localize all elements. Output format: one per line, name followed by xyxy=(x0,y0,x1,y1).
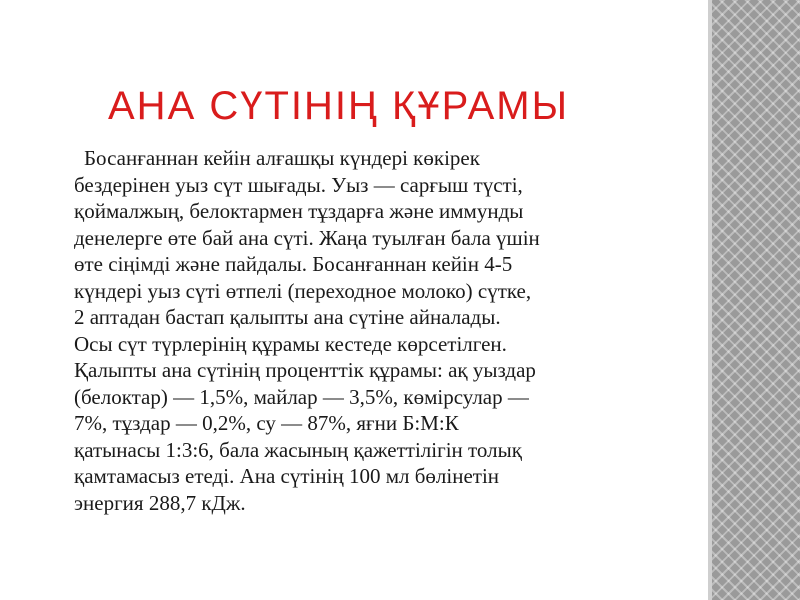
body-line: қамтамасыз етеді. Ана сүтінің 100 мл бөлінетін xyxy=(74,464,500,488)
body-line: денелерге өте бай ана сүті. Жаңа туылған бала үшін xyxy=(74,225,540,250)
body-line: Қалыпты ана сүтінің проценттік құрамы: ақ уыздар xyxy=(74,358,536,382)
body-line: энергия 288,7 кДж. xyxy=(74,490,246,515)
side-band-edge xyxy=(708,0,712,600)
body-line: бездерінен уыз сүт шығады. Уыз — сарғыш түсті, xyxy=(74,172,523,197)
body-line: қоймалжың, белоктармен тұздарға және иммунды xyxy=(74,199,524,223)
body-line: 7%, тұздар — 0,2%, су — 87%, яғни Б:М:К xyxy=(74,411,459,435)
body-line: 2 аптадан бастап қалыпты ана сүтіне айналады. xyxy=(74,305,501,329)
decorative-side-band xyxy=(708,0,800,600)
body-line: күндері уыз сүті өтпелі (переходное молоко) сүтке, xyxy=(74,278,532,303)
body-line: Осы сүт түрлерінің құрамы кестеде көрсетілген. xyxy=(74,331,507,356)
body-line: қатынасы 1:3:6, бала жасының қажеттілігін толық xyxy=(74,437,522,462)
body-line: өте сіңімді және пайдалы. Босанғаннан кейін 4-5 xyxy=(74,252,513,276)
body-line: Босанғаннан кейін алғашқы күндері көкірек xyxy=(84,146,480,170)
slide-body-text xyxy=(74,145,684,516)
slide-title: АНА СҮТІНІҢ ҚҰРАМЫ xyxy=(108,84,569,128)
body-line: (белоктар) — 1,5%, майлар — 3,5%, көмірсулар — xyxy=(74,384,529,409)
